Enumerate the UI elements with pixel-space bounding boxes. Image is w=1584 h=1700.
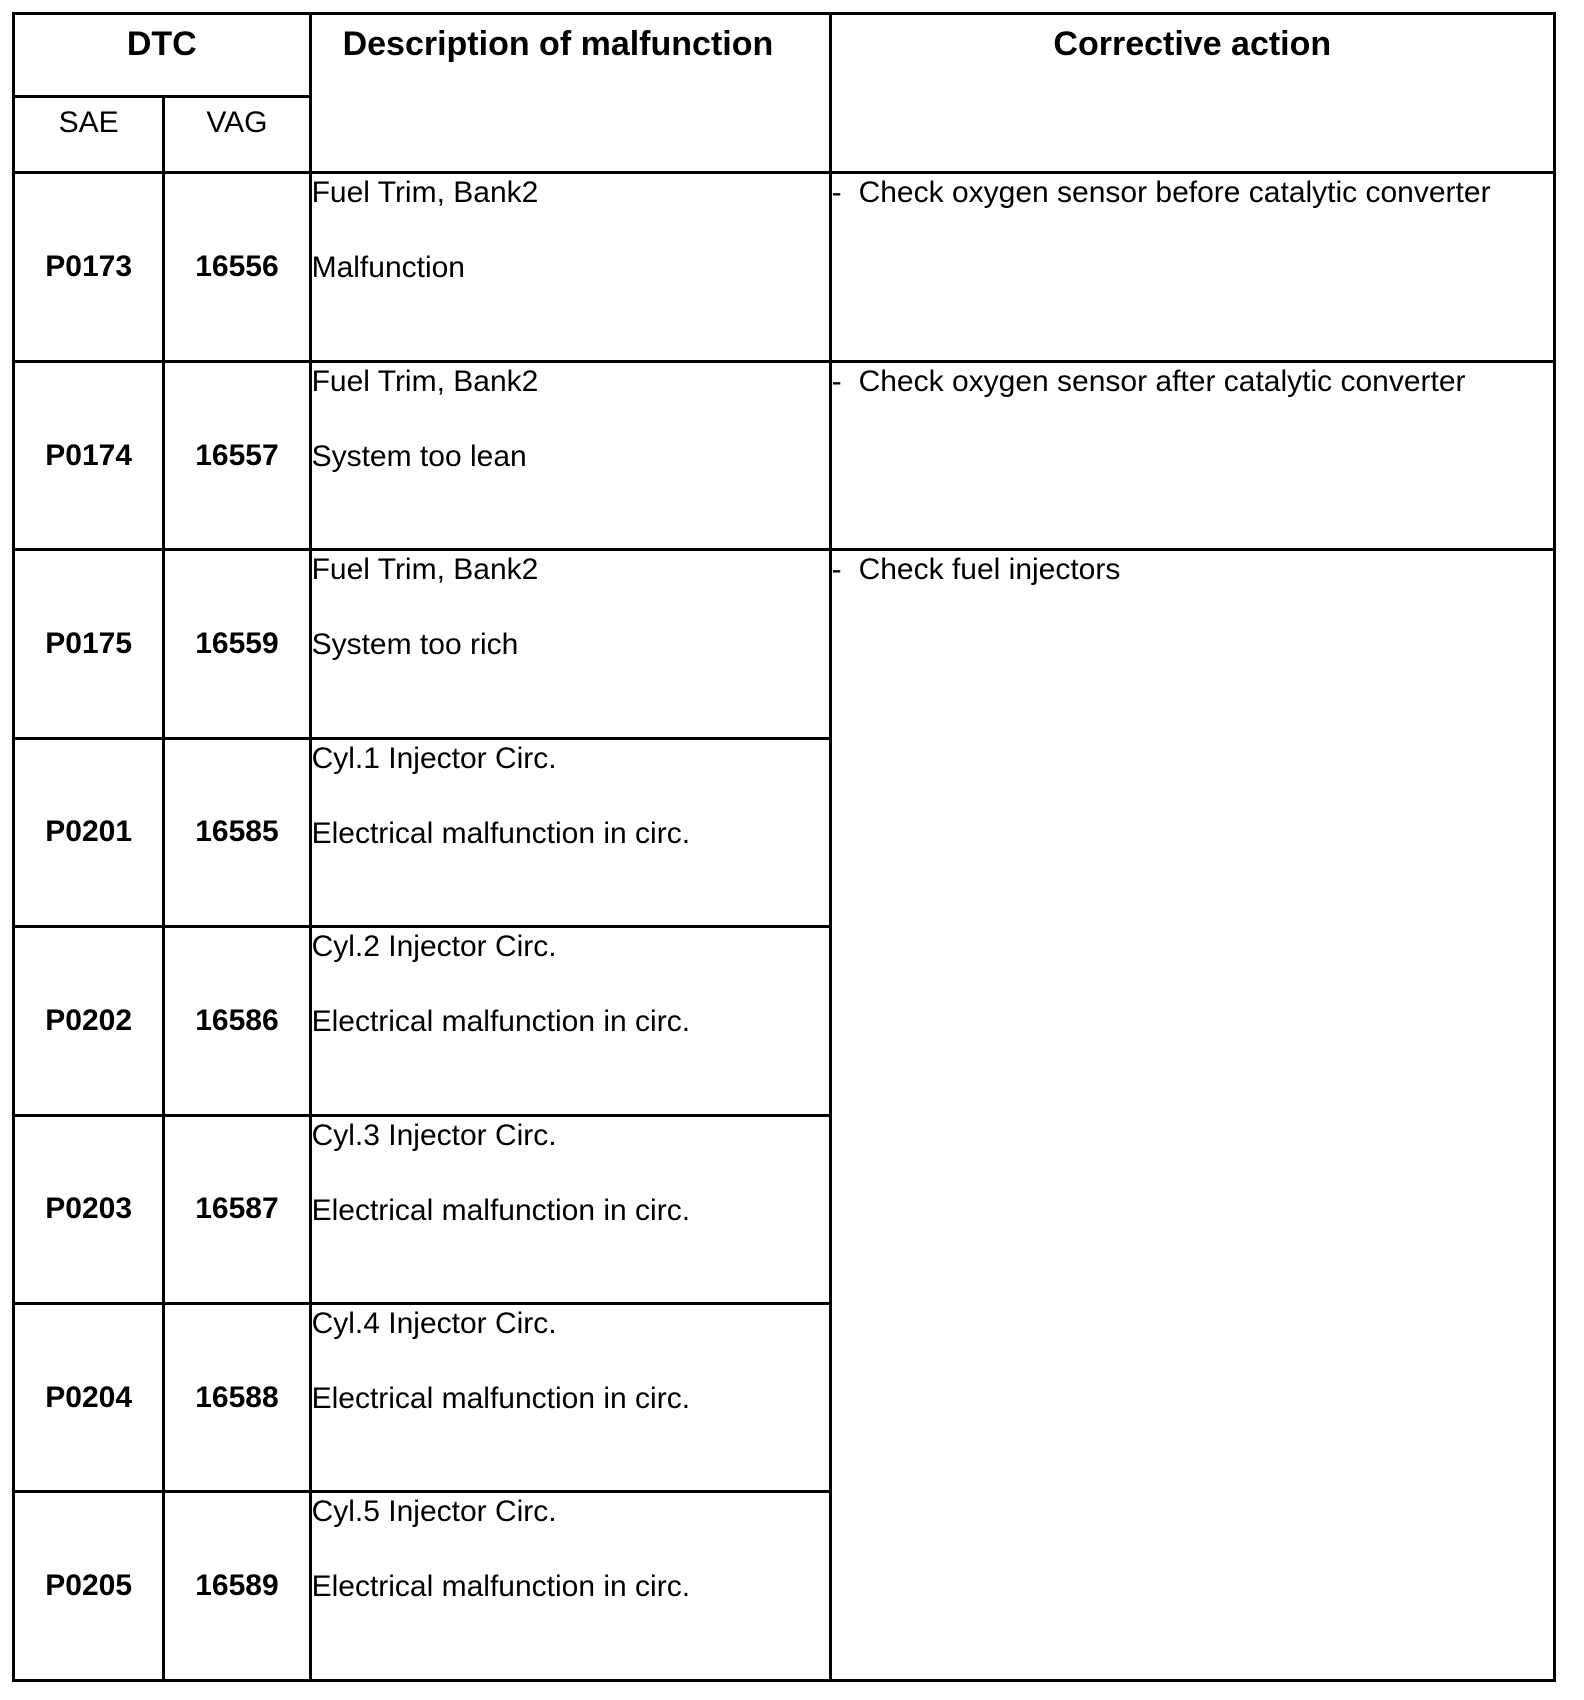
description-title: Cyl.4 Injector Circ. [311, 1306, 557, 1340]
corrective-action-text: Check oxygen sensor before catalytic converter [858, 176, 1491, 210]
description-cell [310, 1303, 830, 1491]
corrective-action-cell [830, 361, 1554, 549]
description-title: Cyl.3 Injector Circ. [311, 1118, 557, 1152]
dtc-table [12, 12, 1556, 1682]
vag-code: 16587 [164, 1115, 310, 1303]
sae-code: P0204 [14, 1303, 164, 1491]
description-detail: Malfunction [311, 251, 465, 285]
corrective-action-item [832, 551, 1553, 589]
bullet-dash: - [831, 364, 842, 398]
description-cell [310, 173, 830, 361]
description-cell [310, 927, 830, 1115]
corrective-action-text: Check oxygen sensor after catalytic converter [858, 364, 1466, 398]
sae-code: P0174 [14, 361, 164, 549]
description-title: Fuel Trim, Bank2 [311, 364, 539, 398]
description-cell [310, 361, 830, 549]
corrective-action-cell [830, 550, 1554, 1681]
description-detail: Electrical malfunction in circ. [311, 1381, 691, 1415]
corrective-action-item [832, 174, 1553, 212]
description-detail: System too lean [311, 439, 527, 473]
table-row [14, 173, 1555, 361]
description-detail: Electrical malfunction in circ. [311, 816, 691, 850]
bullet-dash: - [831, 176, 842, 210]
description-detail: Electrical malfunction in circ. [311, 1570, 691, 1604]
dtc-header: DTC [14, 14, 311, 97]
sae-code: P0175 [14, 550, 164, 738]
description-title: Cyl.2 Injector Circ. [311, 930, 557, 964]
header-row [14, 14, 1555, 97]
sae-code: P0201 [14, 738, 164, 926]
description-detail: Electrical malfunction in circ. [311, 1005, 691, 1039]
sae-code: P0205 [14, 1492, 164, 1681]
table-row [14, 361, 1555, 549]
vag-code: 16585 [164, 738, 310, 926]
sae-code: P0202 [14, 927, 164, 1115]
description-cell [310, 738, 830, 926]
vag-code: 16557 [164, 361, 310, 549]
description-title: Cyl.1 Injector Circ. [311, 741, 557, 775]
description-title: Fuel Trim, Bank2 [311, 553, 539, 587]
vag-code: 16586 [164, 927, 310, 1115]
sae-code: P0173 [14, 173, 164, 361]
description-cell [310, 1115, 830, 1303]
sae-header: SAE [14, 97, 164, 173]
vag-header: VAG [164, 97, 310, 173]
corrective-action-text: Check fuel injectors [858, 553, 1121, 587]
bullet-dash: - [831, 553, 842, 587]
vag-code: 16589 [164, 1492, 310, 1681]
description-title: Cyl.5 Injector Circ. [311, 1495, 557, 1529]
table-row [14, 550, 1555, 738]
sae-code: P0203 [14, 1115, 164, 1303]
corrective-action-item [832, 363, 1553, 401]
vag-code: 16588 [164, 1303, 310, 1491]
description-cell [310, 550, 830, 738]
vag-code: 16559 [164, 550, 310, 738]
description-title: Fuel Trim, Bank2 [311, 176, 539, 210]
description-header: Description of malfunction [310, 14, 830, 173]
description-detail: Electrical malfunction in circ. [311, 1193, 691, 1227]
description-cell [310, 1492, 830, 1681]
description-detail: System too rich [311, 628, 519, 662]
vag-code: 16556 [164, 173, 310, 361]
corrective-action-header: Corrective action [830, 14, 1554, 173]
corrective-action-cell [830, 173, 1554, 361]
